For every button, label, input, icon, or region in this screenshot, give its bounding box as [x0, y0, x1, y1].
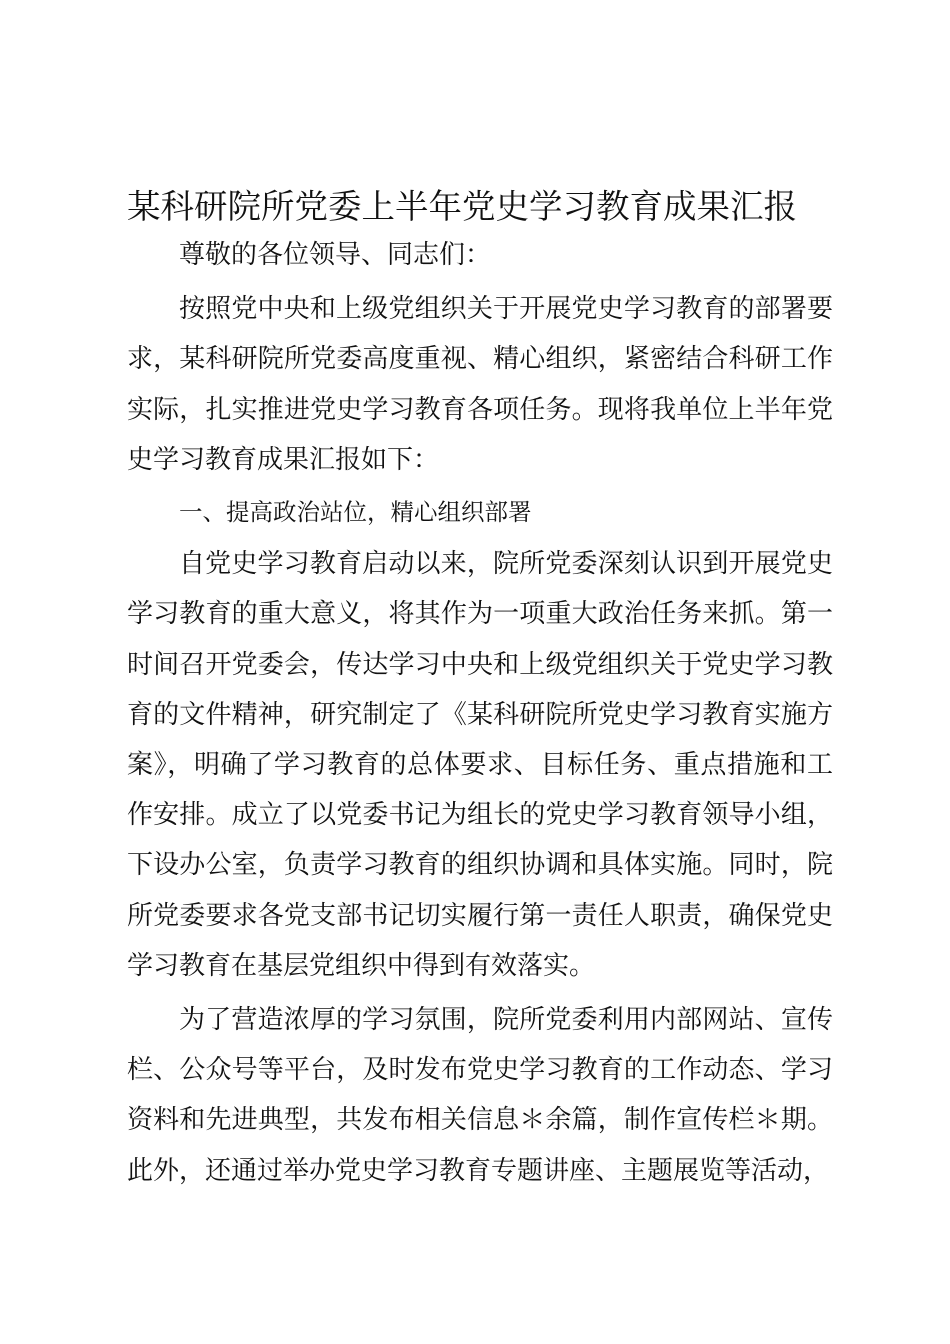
section-paragraph: 为了营造浓厚的学习氛围，院所党委利用内部网站、宣传栏、公众号等平台，及时发布党史学习教育的工作动态、学习资料和先进典型，共发布相关信息＊余篇，制作宣传栏＊期。此外，还通过举办党史学习教育专题讲座、主题展览等活动，: [127, 1005, 833, 1186]
section-paragraph: 自党史学习教育启动以来，院所党委深刻认识到开展党史学习教育的重大意义，将其作为一项重大政治任务来抓。第一时间召开党委会，传达学习中央和上级党组织关于党史学习教育的文件精神，研究制定了《某科研院所党史学习教育实施方案》，明确了学习教育的总体要求、目标任务、重点措施和工作安排。成立了以党委书记为组长的党史学习教育领导小组，下设办公室，负责学习教育的组织协调和具体实施。同时，院所党委要求各党支部书记切实履行第一责任人职责，确保党史学习教育在基层党组织中得到有效落实。: [127, 549, 833, 981]
section-heading: 一、提高政治站位，精心组织部署: [179, 498, 532, 527]
document-body: [127, 230, 833, 1196]
intro-paragraph: 按照党中央和上级党组织关于开展党史学习教育的部署要求，某科研院所党委高度重视、精心组织，紧密结合科研工作实际，扎实推进党史学习教育各项任务。现将我单位上半年党史学习教育成果汇报如下：: [127, 294, 833, 475]
salutation: 尊敬的各位领导、同志们：: [179, 240, 492, 270]
document-title: 某科研院所党委上半年党史学习教育成果汇报: [127, 187, 797, 226]
